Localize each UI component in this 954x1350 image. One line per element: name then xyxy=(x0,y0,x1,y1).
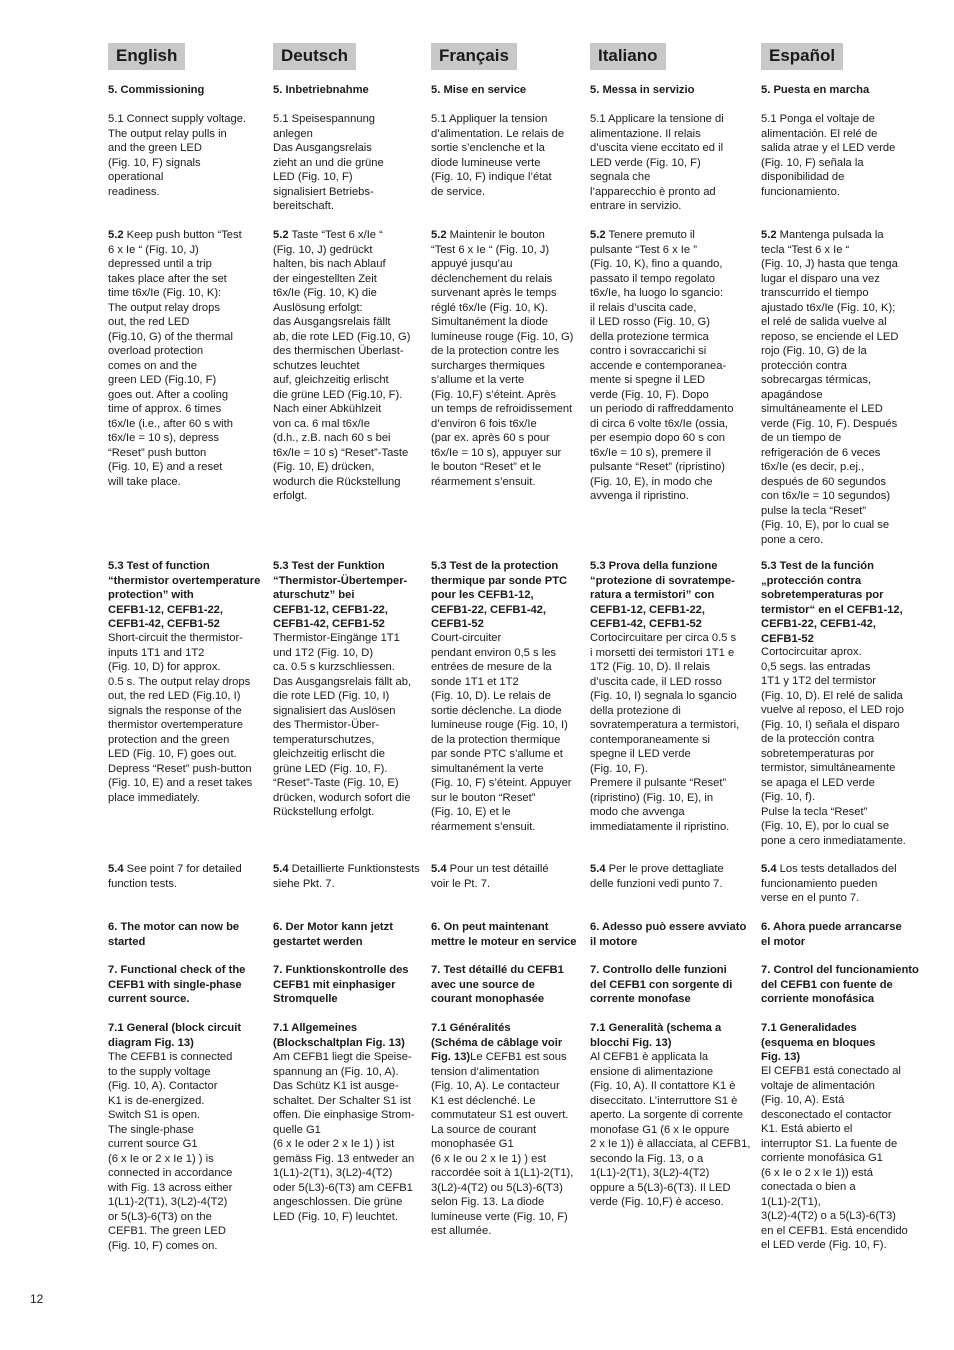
section-5-2-text: Mantenga pulsada la tecla “Test 6 x Ie “ (Fig. 10, J) hasta que tenga lugar el disparo una vez transcurrido el tiempo ajustado t6x/Ie (Fig. 10, K); el relé de salida vuelve al reposo, se enciende el LED rojo (Fig. 10, G) de la protección contra sobrecargas térmicas, apagándose simultáneamente el LED verde (Fig. 10, F). Después de un tiempo de refrigeración de 6 veces t6x/Ie (es decir, p.ej., después de 60 segundos con t6x/Ie = 10 segundos) pulse la tecla “Reset” (Fig. 10, E), por lo cual se pone a cero. xyxy=(761,229,899,546)
section-7-1-heading: 7.1 Generalidades (esquema en bloques Fig. 13) xyxy=(761,1022,876,1063)
section-5-2-number: 5.2 xyxy=(108,229,124,241)
section-7-heading: 7. Funktionskontrolle des CEFB1 mit einphasiger Stromquelle xyxy=(273,964,409,1005)
section-5-4-number: 5.4 xyxy=(590,863,606,875)
column-francais xyxy=(431,43,587,1237)
section-7-1-text: The CEFB1 is connected to the supply voltage (Fig. 10, A). Contactor K1 is de-energized. Switch S1 is open. The single-phase current source G1 (6 x Ie or 2 x Ie 1) ) is connected in accordance with Fig. 13 across either 1(L1)-2(T1), 3(L2)-4(T2) or 5(L3)-6(T3) on the CEFB1. The green LED (Fig. 10, F) comes on. xyxy=(108,1051,233,1252)
section-5-3-heading: 5.3 Prova della funzione “protezione di sovratempe- ratura a termistori” con CEFB1-12, CEFB1-22, CEFB1-42, CEFB1-52 xyxy=(590,560,735,630)
section-5-2 xyxy=(761,228,931,547)
section-6-heading: 6. Der Motor kann jetzt gestartet werden xyxy=(273,921,393,948)
section-5-2-number: 5.2 xyxy=(590,229,606,241)
section-5-2-number: 5.2 xyxy=(431,229,447,241)
section-7-1 xyxy=(431,1021,587,1239)
section-5-4-text: Per le prove dettagliate delle funzioni vedi punto 7. xyxy=(590,863,724,890)
section-7-1-text: Le CEFB1 est sous tension d’alimentation (Fig. 10, A). Le contacteur K1 est déclenché. Le commutateur S1 est ouvert. La source de courant monophasée G1 (6 x Ie ou 2 x Ie 1) ) est raccordée soit à 1(L1)-2(T1), 3(L2)-4(T2) ou 5(L3)-6(T3) selon Fig. 13. La diode lumineuse verte (Fig. 10, F) est allumée. xyxy=(431,1051,574,1237)
section-5-heading: 5. Messa in servizio xyxy=(590,84,695,96)
section-6-heading: 6. Ahora puede arrancarse el motor xyxy=(761,921,902,948)
section-5-heading: 5. Mise en service xyxy=(431,84,527,96)
section-5-4-number: 5.4 xyxy=(108,863,124,875)
language-heading: Español xyxy=(761,43,843,70)
section-7-1-heading: 7.1 General (block circuit diagram Fig. 13) xyxy=(108,1022,242,1049)
section-5-3-text: Thermistor-Eingänge 1T1 und 1T2 (Fig. 10, D) ca. 0.5 s kurzschliessen. Das Ausgangsrelais fällt ab, die rote LED (Fig. 10, I) signalisiert das Auslösen des Thermistor-Über- temperaturschutzes, gleichzeitig erlischt die grüne LED (Fig. 10, F). “Reset”-Taste (Fig. 10, E) drücken, wodurch sofort die Rückstellung erfolgt. xyxy=(273,632,412,818)
section-5-2-text: Maintenir le bouton “Test 6 x Ie “ (Fig. 10, J) appuyé jusqu’au déclenchement du relais survenant après le temps réglé t6x/Ie (Fig. 10, K). Simultanément la diode lumineuse rouge (Fig. 10, G) de la protection contre les surcharges thermiques s’allume et la verte (Fig. 10,F) s’éteint. Après un temps de refroidissement d’environ 6 fois t6x/Ie (par ex. après 60 s pour t6x/Ie = 10 s), appuyer sur le bouton “Reset” et le réarmement s’ensuit. xyxy=(431,229,574,488)
section-5-4-number: 5.4 xyxy=(431,863,447,875)
section-5-2-text: Tenere premuto il pulsante “Test 6 x Ie ” (Fig. 10, K), fino a quando, passato il tempo regolato t6x/Ie, ha luogo lo sgancio: il relais d’uscita cade, il LED rosso (Fig. 10, G) della protezione termica contro i sovraccarichi si accende e contemporanea- mente si spegne il LED verde (Fig. 10, F). Dopo un periodo di raffreddamento di circa 6 volte t6x/Ie (ossia, per esempio dopo 60 s con t6x/Ie = 10 s), premere il pulsante “Reset” (ripristino) (Fig. 10, E), in modo che avvenga il ripristino. xyxy=(590,229,734,502)
section-5-3-text: Court-circuiter pendant environ 0,5 s les entrées de mesure de la sonde 1T1 et 1T2 (Fig. 10, D). Le relais de sortie déclenche. La diode lumineuse rouge (Fig. 10, I) de la protection thermique par sonde PTC s’allume et simultanément la verte (Fig. 10, F) s’éteint. Appuyer sur le bouton “Reset” (Fig. 10, E) et le réarmement s’ensuit. xyxy=(431,632,572,833)
column-espanol xyxy=(761,43,931,1251)
section-5-2 xyxy=(273,228,428,504)
section-5-1-text: 5.1 Connect supply voltage. The output relay pulls in and the green LED (Fig. 10, F) signals operational readiness. xyxy=(108,113,247,198)
section-5-3-text: Cortocircuitar aprox. 0,5 segs. las entradas 1T1 y 1T2 del termistor (Fig. 10, D). El relé de salida vuelve al reposo, el LED rojo (Fig. 10, I) señala el disparo de la protección contra sobretemperaturas por termistor, simultáneamente se apaga el LED verde (Fig. 10, f). Pulse la tecla “Reset” (Fig. 10, E), por lo cual se pone a cero inmediatamente. xyxy=(761,646,906,847)
section-6-heading: 6. On peut maintenant mettre le moteur en service xyxy=(431,921,577,948)
section-5-3-heading: 5.3 Test of function “thermistor overtemperature protection” with CEFB1-12, CEFB1-22, CEFB1-42, CEFB1-52 xyxy=(108,560,261,630)
section-5-4 xyxy=(431,862,587,891)
section-5-3-heading: 5.3 Test de la función „protección contra sobretemperaturas por termistor“ en el CEFB1-12, CEFB1-22, CEFB1-42, CEFB1-52 xyxy=(761,560,903,645)
language-heading: English xyxy=(108,43,185,70)
column-deutsch xyxy=(273,43,428,1223)
section-5-1-text: 5.1 Ponga el voltaje de alimentación. El relé de salida atrae y el LED verde (Fig. 10, F) señala la disponibilidad de funcionamiento. xyxy=(761,113,896,198)
section-7-heading: 7. Test détaillé du CEFB1 avec une source de courant monophasée xyxy=(431,964,564,1005)
section-7-1-heading: 7.1 Generalità (schema a blocchi Fig. 13) xyxy=(590,1022,722,1049)
section-7-heading: 7. Functional check of the CEFB1 with single-phase current source. xyxy=(108,964,246,1005)
language-heading: Italiano xyxy=(590,43,666,70)
section-5-1-text: 5.1 Appliquer la tension d’alimentation. Le relais de sortie s’enclenche et la diode lumineuse verte (Fig. 10, F) indique l’état de service. xyxy=(431,113,565,198)
page-number: 12 xyxy=(30,1292,44,1306)
section-5-2-text: Keep push button “Test 6 x Ie “ (Fig. 10, J) depressed until a trip takes place after the set time t6x/Ie (Fig. 10, K): The output relay drops out, the red LED (Fig.10, G) of the thermal overload protection comes on and the green LED (Fig.10, F) goes out. After a cooling time of approx. 6 times t6x/Ie (i.e., after 60 s with t6x/Ie = 10 s), depress “Reset” push button (Fig. 10, E) and a reset will take place. xyxy=(108,229,242,488)
section-5-4-text: Detaillierte Funktionstests siehe Pkt. 7. xyxy=(273,863,420,890)
section-7-heading: 7. Control del funcionamiento del CEFB1 con fuente de corriente monofásica xyxy=(761,964,919,1005)
section-5-4 xyxy=(273,862,428,891)
section-7-1-heading: 7.1 Allgemeines (Blockschaltplan Fig. 13) xyxy=(273,1022,405,1049)
section-5-2 xyxy=(431,228,587,489)
column-english xyxy=(108,43,268,1252)
section-5-1-text: 5.1 Speisespannung anlegen Das Ausgangsrelais zieht an und die grüne LED (Fig. 10, F) signalisiert Betriebs- bereitschaft. xyxy=(273,113,384,212)
section-6-heading: 6. The motor can now be started xyxy=(108,921,240,948)
section-7-heading: 7. Controllo delle funzioni del CEFB1 con sorgente di corrente monofase xyxy=(590,964,733,1005)
section-5-4-number: 5.4 xyxy=(761,863,777,875)
language-heading: Deutsch xyxy=(273,43,356,70)
section-5-4-text: See point 7 for detailed function tests. xyxy=(108,863,242,890)
section-5-2-number: 5.2 xyxy=(273,229,289,241)
section-5-2-number: 5.2 xyxy=(761,229,777,241)
section-5-3-text: Short-circuit the thermistor- inputs 1T1 and 1T2 (Fig. 10, D) for approx. 0.5 s. The output relay drops out, the red LED (Fig.10, I) signals the response of the thermistor overtemperature protection and the green LED (Fig. 10, F) goes out. Depress “Reset” push-button (Fig. 10, E) and a reset takes place immediately. xyxy=(108,632,253,804)
section-6-heading: 6. Adesso può essere avviato il motore xyxy=(590,921,747,948)
section-5-1-text: 5.1 Applicare la tensione di alimentazione. Il relais d’uscita viene eccitato ed il LED verde (Fig. 10, F) segnala che l’apparecchio è pronto ad entrare in servizio. xyxy=(590,113,724,212)
section-5-3-heading: 5.3 Test der Funktion “Thermistor-Übertemper- aturschutz” bei CEFB1-12, CEFB1-22, CEFB1-42, CEFB1-52 xyxy=(273,560,408,630)
section-7-1-text: Am CEFB1 liegt die Speise- spannung an (Fig. 10, A). Das Schütz K1 ist ausge- schaltet. Der Schalter S1 ist offen. Die einphasige Strom- quelle G1 (6 x Ie oder 2 x Ie 1) ) ist gemäss Fig. 13 entweder an 1(L1)-2(T1), 3(L2)-4(T2) oder 5(L3)-6(T3) am CEFB1 angeschlossen. Die grüne LED (Fig. 10, F) leuchtet. xyxy=(273,1051,415,1223)
language-heading: Français xyxy=(431,43,517,70)
section-5-2-text: Taste “Test 6 x/Ie “ (Fig. 10, J) gedrückt halten, bis nach Ablauf der eingestellten Zeit t6x/Ie (Fig. 10, K) die Auslösung erfolgt: das Ausgangsrelais fällt ab, die rote LED (Fig.10, G) des thermischen Überlast- schutzes leuchtet auf, gleichzeitig erlischt die grüne LED (Fig.10, F). Nach einer Abkühlzeit von ca. 6 mal t6x/Ie (d.h., z.B. nach 60 s bei t6x/Ie = 10 s) “Reset”-Taste (Fig. 10, E) drücken, wodurch die Rückstellung erfolgt. xyxy=(273,229,411,502)
section-5-heading: 5. Puesta en marcha xyxy=(761,84,870,96)
section-5-4 xyxy=(590,862,757,891)
section-5-3-heading: 5.3 Test de la protection thermique par sonde PTC pour les CEFB1-12, CEFB1-22, CEFB1-42, CEFB1-52 xyxy=(431,560,568,630)
column-italiano xyxy=(590,43,757,1208)
section-5-4 xyxy=(108,862,268,891)
section-7-1-text: El CEFB1 está conectado al voltaje de alimentación (Fig. 10, A). Está desconectado el contactor K1. Está abierto el interruptor S1. La fuente de corriente monofásica G1 (6 x Ie o 2 x Ie 1)) está conectada o bien a 1(L1)-2(T1), 3(L2)-4(T2) o a 5(L3)-6(T3) en el CEFB1. Está encendido el LED verde (Fig. 10, F). xyxy=(761,1065,908,1251)
section-5-4-text: Pour un test détaillé voir le Pt. 7. xyxy=(431,863,549,890)
section-5-heading: 5. Inbetriebnahme xyxy=(273,84,369,96)
section-7-1-text: Al CEFB1 è applicata la ensione di alimentazione (Fig. 10, A). Il contattore K1 è diseccitato. L’interruttore S1 è aperto. La sorgente di corrente monofase G1 (6 x Ie oppure 2 x Ie 1)) è allacciata, al CEFB1, secondo la Fig. 13, o a 1(L1)-2(T1), 3(L2)-4(T2) oppure a 5(L3)-6(T3). Il LED verde (Fig. 10,F) è acceso. xyxy=(590,1051,751,1208)
section-5-4-text: Los tests detallados del funcionamiento pueden verse en el punto 7. xyxy=(761,863,897,904)
section-5-4 xyxy=(761,862,931,906)
section-5-4-number: 5.4 xyxy=(273,863,289,875)
section-5-3-text: Cortocircuitare per circa 0.5 s i morsetti dei termistori 1T1 e 1T2 (Fig. 10, D). Il relais d’uscita cade, il LED rosso (Fig. 10, I) segnala lo sgancio della protezione di sovratemperatura a termistori, contemporaneamente si spegne il LED verde (Fig. 10, F). Premere il pulsante “Reset” (ripristino) (Fig. 10, E), in modo che avvenga immediatamente il ripristino. xyxy=(590,632,740,833)
section-5-2 xyxy=(108,228,268,489)
section-7-1-heading: 7.1 Généralités (Schéma de câblage voir Fig. 13) xyxy=(431,1022,563,1063)
section-5-heading: 5. Commissioning xyxy=(108,84,205,96)
section-5-2 xyxy=(590,228,757,504)
